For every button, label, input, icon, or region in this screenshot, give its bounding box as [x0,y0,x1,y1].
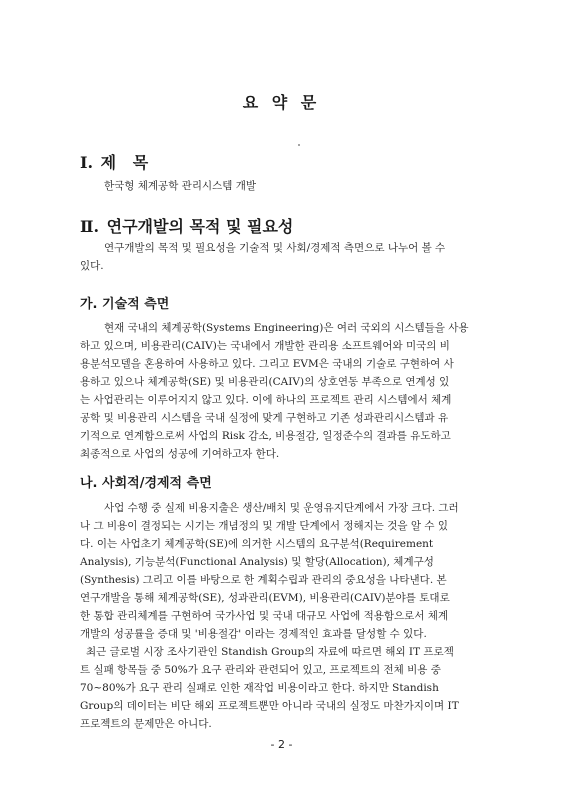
subsection-technical-heading: 가. 기술적 측면 [80,297,170,312]
section-2-line: 연구개발의 목적 및 필요성을 기술적 및 사회/경제적 측면으로 나누어 볼 수 [104,242,446,254]
page-mark [298,144,300,146]
subsection-socioeconomic-line: 연구개발을 통해 체계공학(SE), 성과관리(EVM), 비용관리(CAIV)분야를 토대로 [80,592,450,604]
subsection-socioeconomic-line: 사업 수행 중 실제 비용지출은 생산/배치 및 운영유지단계에서 가장 크다. 그러 [104,502,459,514]
subsection-socioeconomic-line: 프로젝트의 문제만은 아니다. [80,718,212,730]
subsection-socioeconomic-line: 다. 이는 사업초기 체계공학(SE)에 의거한 시스템의 요구분석(Requirement [80,538,434,550]
subsection-socioeconomic-line: 70~80%가 요구 관리 실패로 인한 재작업 비용이라고 한다. 하지만 Standish [80,682,439,694]
subsection-socioeconomic-line: 개발의 성공률을 증대 및 '비용절감' 이라는 경제적인 효과를 달성할 수 있다. [80,628,427,640]
section-1-title: 제 목 [100,153,149,172]
subsection-socioeconomic-line: Analysis), 기능분석(Functional Analysis) 및 할당(Allocation), 체계구성 [80,556,434,568]
subsection-socioeconomic-line: (Synthesis) 그리고 이를 바탕으로 한 계획수립과 관리의 중요성을 나타낸다. 본 [80,574,447,586]
subsection-socioeconomic-line: Group의 데이터는 비단 해외 프로젝트뿐만 아니라 국내의 실정도 마찬가지이며 IT [80,700,459,712]
subsection-technical-line: 용분석모델을 혼용하여 사용하고 있다. 그리고 EVM은 국내의 기술로 구현하여 사 [80,358,454,370]
section-1-number: Ⅰ. [80,153,94,172]
subsection-socioeconomic-line: 나 그 비용이 결정되는 시기는 개념정의 및 개발 단계에서 정해지는 것을 알 수 있 [80,520,448,532]
section-1-heading [80,150,148,173]
subsection-technical-line: 용하고 있으나 체계공학(SE) 및 비용관리(CAIV)의 상호연동 부족으로 연계성 있 [80,376,450,388]
subsection-technical-line: 기적으로 연계함으로써 사업의 Risk 감소, 비용절감, 일정준수의 결과를 유도하고 [80,430,451,442]
section-2-heading [80,214,293,237]
page-number: - 2 - [270,738,293,751]
page-title: 요 약 문 [242,93,321,112]
subsection-technical-line: 하고 있으며, 비용관리(CAIV)는 국내에서 개발한 관리용 소프트웨어와 미국의 비 [80,340,450,352]
section-2-title: 연구개발의 목적 및 필요성 [106,217,294,236]
subsection-technical-line: 현재 국내의 체계공학(Systems Engineering)은 여러 국외의 시스템들을 사용 [104,322,469,334]
subsection-socioeconomic-heading: 나. 사회적/경제적 측면 [80,476,212,491]
subsection-socioeconomic-line: 한 통합 관리체계를 구현하여 국가사업 및 국내 대규모 사업에 적용함으로서 체계 [80,610,449,622]
subsection-technical-line: 공학 및 비용관리 시스템을 국내 실정에 맞게 구현하고 기존 성과관리시스템과 유 [80,412,449,424]
subsection-technical-line: 는 사업관리는 이루어지지 않고 있다. 이에 하나의 프로젝트 관리 시스템에서 체계 [80,394,452,406]
subsection-socioeconomic-line: 트 실패 항목들 중 50%가 요구 관리와 관련되어 있고, 프로젝트의 전체 비용 중 [80,664,441,676]
section-2-number: Ⅱ. [80,217,100,236]
subsection-socioeconomic-line: 최근 글로벌 시장 조사기관인 Standish Group의 자료에 따르면 해외 IT 프로젝 [86,646,454,658]
section-1-line: 한국형 체계공학 관리시스템 개발 [104,180,257,192]
subsection-technical-line: 최종적으로 사업의 성공에 기여하고자 한다. [80,448,280,460]
section-2-line: 있다. [80,260,104,272]
